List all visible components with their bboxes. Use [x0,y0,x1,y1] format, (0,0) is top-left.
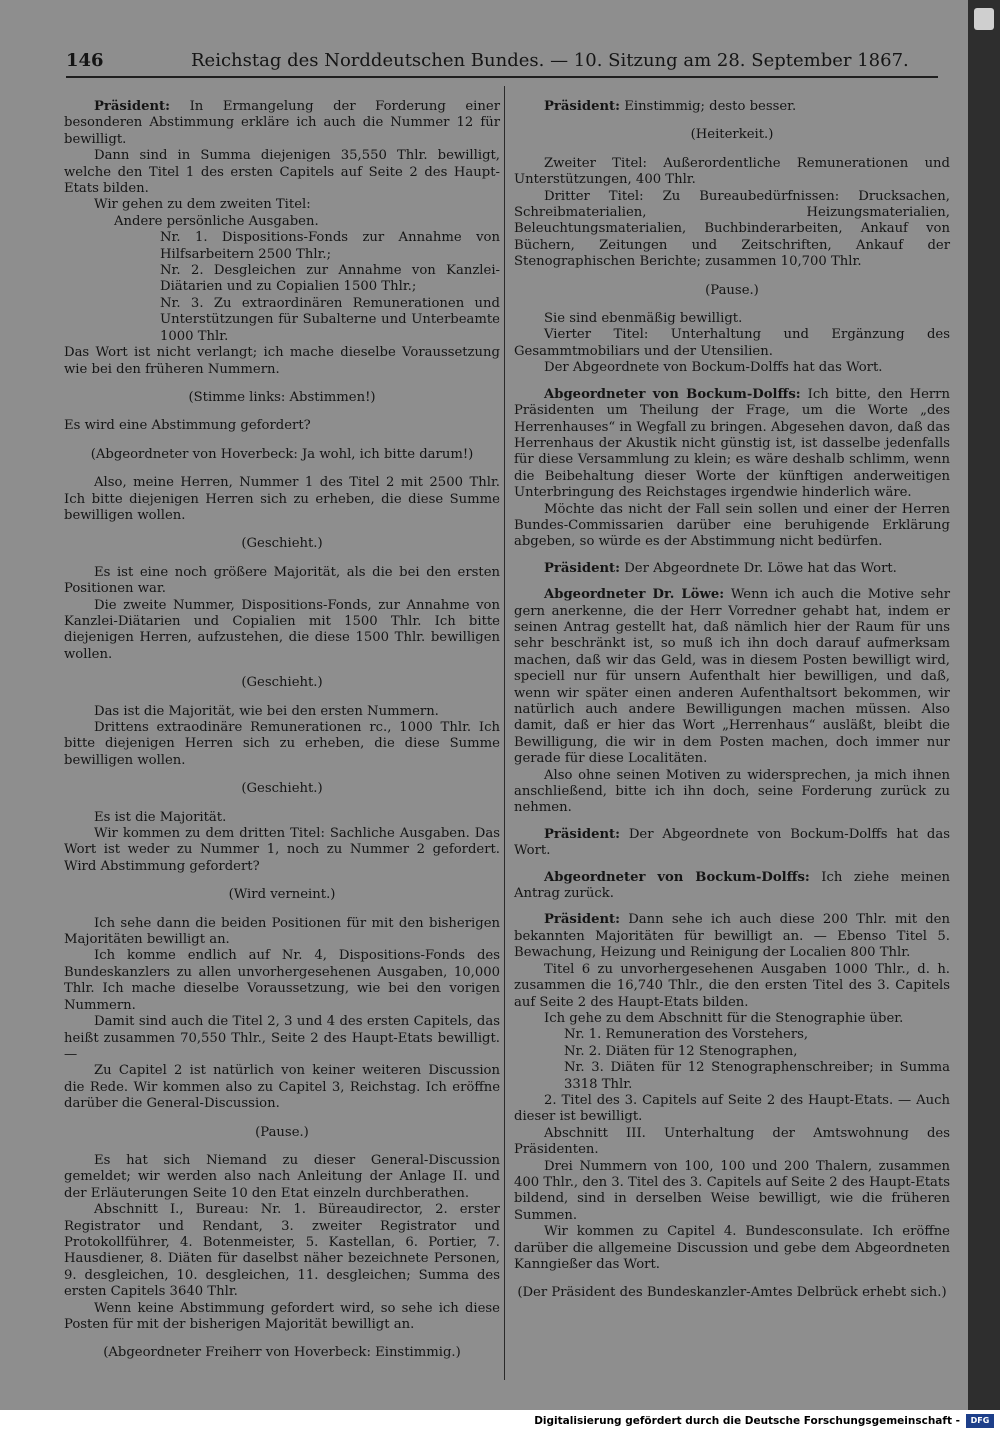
paragraph-text: Abschnitt I., Bureau: Nr. 1. Büreaudirector, 2. erster Registrator und Rendant, 3. zweiter Registrator und Protokollführer, 4. Botenmeister, 5. Kastellan, 6. Portier, 7. Hausdiener, 8. Diäten für daselbst näher bezeichnete Personen, 9. desgleichen, 10. desgleichen, 11. desgleichen; Summa des ersten Capitels 3640 Thlr. [64,1202,500,1300]
budget-item [64,214,500,230]
paragraph-text: Dritter Titel: Zu Bureaubedürfnissen: Drucksachen, Schreibmaterialien, Heizungsmaterialien, Beleuchtungsmaterialien, Buchbinderarbeiten, Ankauf von Büchern, Zeitungen und Zeitschriften, Ankauf der Stenographischen Berichte; zusammen 10,700 Thlr. [514,188,950,270]
budget-item [64,230,500,263]
stage-direction [64,887,500,903]
paragraph-text: Titel 6 zu unvorhergesehenen Ausgaben 1000 Thlr., d. h. zusammen die 16,740 Thlr., die den ersten Titel des 3. Capitels auf Seite 2 des Haupt-Etats bilden. [514,961,950,1010]
paragraph [514,1224,950,1273]
header-rule [66,76,938,78]
paragraph-text: Ich bitte, den Herrn Präsidenten um Theilung der Frage, um die Worte „des Herrenhauses“ in Wegfall zu bringen. Abgesehen davon, daß das Herrenhaus der Akustik nicht günstig ist, ist dasselbe jedenfalls für diese Versammlung zu klein; es wäre deshalb schlimm, wenn die Beibehaltung dieser Worte der künftigen anderweitigen Unterbringung des Reichstages irgendwie hinderlich wäre. [514,386,950,501]
dfg-logo: DFG [966,1414,994,1428]
paragraph-text: In Ermangelung der Forderung einer besonderen Abstimmung erkläre ich auch die Nummer 12 für bewilligt. [64,99,500,147]
paragraph-text: (Abgeordneter von Hoverbeck: Ja wohl, ich bitte darum!) [90,446,474,462]
paragraph-text: (Stimme links: Abstimmen!) [188,389,376,405]
speaker-paragraph [514,561,950,577]
speaker-name: Präsident: [94,99,171,114]
paragraph-text: Wenn ich auch die Motive sehr gern anerkenne, die der Herr Vorredner gehabt hat, indem er seinen Antrag gestellt hat, daß nämlich hier der Raum für uns sehr beschränkt ist, so muß ich ihn doch darauf aufmerksam machen, daß wir das Geld, was in diesem Posten bewilligt wird, speciell nur für unsern Aufenthalt hier bewilligen, und daß, wenn wir später einen anderen Aufenthaltsort bekommen, wir natürlich auch andere Bewilligungen machen müssen. Also damit, daß er hier das Wort „Herrenhaus“ ausläßt, bleibt die Bewilligung, die wir in dem Posten machen, doch immer nur gerade für diese Localitäten. [514,587,950,767]
paragraph-text: Also ohne seinen Motiven zu widersprechen, ja mich ihnen anschließend, bitte ich ihn doch, seine Forderung zurück zu nehmen. [514,767,950,816]
paragraph-text: Wir kommen zu Capitel 4. Bundesconsulate. Ich eröffne darüber die allgemeine Discussion und gebe dem Abgeordneten Kanngießer das Wort. [514,1224,950,1272]
paragraph-text: Die zweite Nummer, Dispositions-Fonds, zur Annahme von Kanzlei-Diätarien und Copialien mit 1500 Thlr. Ich bitte diejenigen Herren, aufzustehen, die diese 1500 Thlr. bewilligen wollen. [64,597,500,662]
paragraph [64,345,500,378]
paragraph-text: Nr. 3. Diäten für 12 Stenographenschreiber; in Summa 3318 Thlr. [564,1060,950,1092]
paragraph [514,327,950,360]
stage-direction [64,536,500,552]
paragraph-text: (Der Präsident des Bundeskanzler-Amtes Delbrück erhebt sich.) [517,1285,947,1301]
stage-direction [514,283,950,299]
paragraph-text: Ich sehe dann die beiden Positionen für mit den bisherigen Majoritäten bewilligt an. [64,915,500,948]
page-header [66,50,909,74]
stage-direction [64,1345,500,1361]
paragraph [64,948,500,1014]
footer-credit: Digitalisierung gefördert durch die Deutsche Forschungsgemeinschaft - [534,1415,960,1427]
page-edge-shadow [968,0,1000,1410]
paragraph [514,962,950,1011]
speaker-paragraph [514,587,950,767]
stage-direction [514,127,950,143]
paragraph [64,810,500,826]
paragraph [514,768,950,817]
paragraph-text: Das ist die Majorität, wie bei den ersten Nummern. [94,703,439,719]
paragraph [514,502,950,551]
right-column [514,89,950,1314]
paragraph-text: Der Abgeordnete Dr. Löwe hat das Wort. [624,560,897,576]
paragraph-text: Zweiter Titel: Außerordentliche Remunerationen und Unterstützungen, 400 Thlr. [514,155,950,188]
stage-direction [64,675,500,691]
paragraph [64,598,500,664]
paragraph [64,720,500,769]
paragraph-text: Damit sind auch die Titel 2, 3 und 4 des ersten Capitels, das heißt zusammen 70,550 Thlr., Seite 2 des Haupt-Etats bewilligt. — [64,1014,500,1062]
paragraph-text: Es ist eine noch größere Majorität, als die bei den ersten Positionen war. [64,564,500,597]
paragraph [64,1014,500,1063]
paragraph [64,916,500,949]
stage-direction [64,447,500,463]
paragraph-text: Zu Capitel 2 ist natürlich von keiner weiteren Discussion die Rede. Wir kommen also zu Capitel 3, Reichstag. Ich eröffne darüber die General-Discussion. [64,1063,500,1112]
paragraph-text: Nr. 1. Dispositions-Fonds zur Annahme von Hilfsarbeitern 2500 Thlr.; [160,230,500,262]
paragraph-text: (Pause.) [705,282,759,298]
paragraph-text: Der Abgeordnete von Bockum-Dolffs hat das Wort. [514,826,950,859]
paragraph-text: Drei Nummern von 100, 100 und 200 Thalern, zusammen 400 Thlr., den 3. Titel des 3. Capitels auf Seite 2 des Haupt-Etats bildend, sind in derselben Weise bewilligt, wie die früheren Summen. [514,1158,950,1223]
paragraph [64,565,500,598]
paragraph [64,704,500,720]
running-title: Reichstag des Norddeutschen Bundes. — 10. Sitzung am 28. September 1867. [191,50,909,71]
speaker-name: Präsident: [544,99,621,114]
paragraph-text: Dann sehe ich auch diese 200 Thlr. mit den bekannten Majoritäten für bewilligt an. — Ebenso Titel 5. Bewachung, Heizung und Reinigung der Localien 800 Thlr. [514,912,950,961]
paragraph [514,189,950,271]
paragraph [514,1126,950,1159]
paragraph-text: Nr. 1. Remuneration des Vorstehers, [564,1027,809,1043]
paragraph-text: (Pause.) [255,1124,309,1140]
budget-item [514,1027,950,1043]
stage-direction [514,1285,950,1301]
paragraph [64,148,500,197]
speaker-name: Präsident: [544,912,621,928]
paragraph [64,197,500,213]
paragraph-text: Wir kommen zu dem dritten Titel: Sachliche Ausgaben. Das Wort ist weder zu Nummer 1, noch zu Nummer 2 gefordert. Wird Abstimmung gefordert? [64,826,500,874]
paragraph-text: Möchte das nicht der Fall sein sollen und einer der Herren Bundes-Commissarien darüber eine beruhigende Erklärung abgeben, so würde es der Abstimmung nicht bedürfen. [514,501,950,550]
speaker-paragraph [514,387,950,502]
paragraph-text: Nr. 2. Desgleichen zur Annahme von Kanzlei-Diätarien und zu Copialien 1500 Thlr.; [160,263,500,295]
paragraph-text: Nr. 3. Zu extraordinären Remunerationen und Unterstützungen für Subalterne und Unterbeamte 1000 Thlr. [160,295,500,344]
page-edge-tab [974,8,994,30]
paragraph-text: (Heiterkeit.) [690,127,774,143]
speaker-paragraph [514,912,950,961]
paragraph [64,418,500,434]
paragraph-text: (Wird verneint.) [228,887,336,903]
paragraph [514,311,950,327]
paragraph-text: (Abgeordneter Freiherr von Hoverbeck: Einstimmig.) [103,1345,461,1361]
paragraph-text: Es ist die Majorität. [94,809,227,825]
paragraph-text: Wir gehen zu dem zweiten Titel: [94,197,311,213]
budget-item [64,263,500,296]
paragraph-text: Nr. 2. Diäten für 12 Stenographen, [564,1043,798,1059]
paragraph [64,1301,500,1334]
speaker-paragraph [514,827,950,860]
budget-item [64,296,500,345]
paragraph [64,475,500,524]
page-number: 146 [66,50,104,71]
paragraph-text: 2. Titel des 3. Capitels auf Seite 2 des Haupt-Etats. — Auch dieser ist bewilligt. [514,1092,950,1125]
speaker-name: Präsident: [544,560,621,576]
paragraph-text: Einstimmig; desto besser. [624,99,797,114]
speaker-name: Abgeordneter von Bockum-Dolffs: [544,386,801,402]
paragraph [64,1153,500,1202]
paragraph [64,1063,500,1112]
paragraph-text: Sie sind ebenmäßig bewilligt. [544,311,743,327]
paragraph-text: (Geschieht.) [241,536,323,552]
speaker-paragraph [64,99,500,148]
stage-direction [64,1125,500,1141]
paragraph [514,1093,950,1126]
paragraph-text: Ich ziehe meinen Antrag zurück. [514,869,950,902]
speaker-name: Abgeordneter Dr. Löwe: [544,587,725,603]
paragraph-text: Es hat sich Niemand zu dieser General-Discussion gemeldet; wir werden also nach Anleitung der Anlage II. und der Erläuterungen Seite 10 den Etat einzeln durchberathen. [64,1152,500,1201]
stage-direction [64,390,500,406]
paragraph-text: Ich gehe zu dem Abschnitt für die Stenographie über. [544,1010,904,1026]
speaker-paragraph [514,99,950,115]
budget-item [514,1044,950,1060]
paragraph-text: Es wird eine Abstimmung gefordert? [64,418,311,434]
paragraph-text: Drittens extraodinäre Remunerationen rc., 1000 Thlr. Ich bitte diejenigen Herren sich zu erheben, die diese Summe bewilligen wollen. [64,720,500,768]
paragraph [514,360,950,376]
paragraph-text: Der Abgeordnete von Bockum-Dolffs hat das Wort. [544,360,883,376]
paragraph-text: Andere persönliche Ausgaben. [114,213,319,229]
paragraph [64,826,500,875]
paragraph-text: Vierter Titel: Unterhaltung und Ergänzung des Gesammtmobiliars und der Utensilien. [514,327,950,359]
paragraph [514,156,950,189]
digitization-footer [0,1410,1000,1432]
paragraph [514,1159,950,1225]
paragraph-text: Wenn keine Abstimmung gefordert wird, so sehe ich diese Posten für mit der bisherigen Majorität bewilligt an. [64,1300,500,1332]
speaker-paragraph [514,870,950,903]
paragraph-text: (Geschieht.) [241,675,323,691]
paragraph-text: Das Wort ist nicht verlangt; ich mache dieselbe Voraussetzung wie bei den früheren Nummern. [64,345,500,377]
left-column [64,89,500,1374]
stage-direction [64,781,500,797]
paragraph-text: (Geschieht.) [241,781,323,797]
paragraph-text: Ich komme endlich auf Nr. 4, Dispositions-Fonds des Bundeskanzlers zu allen unvorhergesehenen Ausgaben, 10,000 Thlr. Ich mache dieselbe Voraussetzung, wie bei den vorigen Nummern. [64,948,500,1013]
paragraph-text: Dann sind in Summa diejenigen 35,550 Thlr. bewilligt, welche den Titel 1 des ersten Capitels auf Seite 2 des Haupt-Etats bilden. [64,148,500,197]
paragraph-text: Abschnitt III. Unterhaltung der Amtswohnung des Präsidenten. [514,1125,950,1158]
speaker-name: Präsident: [544,826,621,842]
paragraph [514,1011,950,1027]
paragraph-text: Also, meine Herren, Nummer 1 des Titel 2 mit 2500 Thlr. Ich bitte diejenigen Herren sich zu erheben, die diese Summe bewilligen wollen. [64,475,500,523]
budget-item [514,1060,950,1093]
paragraph [64,1202,500,1300]
column-divider [504,86,505,1380]
speaker-name: Abgeordneter von Bockum-Dolffs: [544,869,810,885]
